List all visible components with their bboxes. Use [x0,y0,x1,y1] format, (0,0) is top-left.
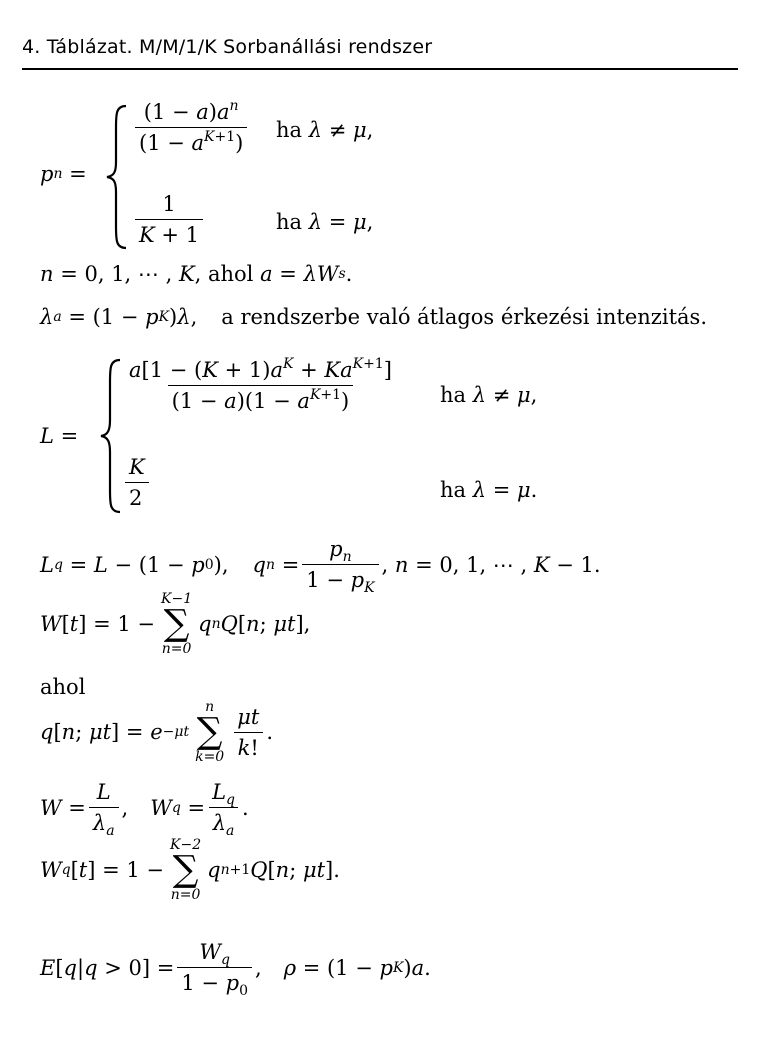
pn-case-2 [132,192,206,247]
Wqt-sum [170,838,201,902]
q-denominator: k! [234,732,263,760]
Wq-numerator: $L_q$ [212,780,235,808]
pn-case1-numerator: $(1 - a)a^n$ [143,98,239,124]
L-lhs: L = [40,424,79,448]
Wt-line: W [ t ] = 1 − K−1 ∑ n=0 q n Q [ n ; μt ], [40,591,311,657]
L-case2-fraction [125,455,149,510]
header-rule [22,68,738,70]
pn-case-1 [132,100,250,155]
L-brace [98,358,124,514]
Wq-denominator: $\lambda_a$ [209,807,239,835]
q-sum-upper: n [205,699,215,715]
q-line: q [ n ; μt ] = e −μt n ∑ k=0 $\frac{\mu t}{k!}$ . [40,699,273,765]
pn-brace [104,104,130,250]
L-case1-numerator: $a[1 - (K + 1)a^K + Ka^{K+1}]$ [129,356,392,382]
pn-case2-numerator: 1 [162,192,176,216]
ahol-text: ahol [40,675,86,699]
Wqt-sum-lower: n=0 [170,887,201,903]
L-case-2 [122,455,152,510]
qn-denominator: $1 - p_K$ [302,564,378,592]
W-denominator: $\lambda_a$ [89,807,119,835]
Wqt-sum-upper: K−2 [170,837,202,853]
Lq-qn-line: L q = L − (1 − p 0 ), q n = $\frac{p_n}{1 - p_K}$ , n = 0, 1, ⋯ , K − 1. [40,537,601,596]
pn-case2-fraction [135,192,203,247]
lambda-a-line: λ a = (1 − p K ) λ , a rendszerbe való átlagos érkezési intenzitás. [40,305,707,329]
sigma-icon: ∑ [163,603,190,644]
qn-fraction [302,537,378,596]
qn-numerator: $p_n$ [329,537,352,565]
pn-case1-fraction [135,100,247,155]
Wt-sum-lower: n=0 [161,641,192,657]
pn-case2-denominator: K + 1 [135,219,203,247]
E-fraction [177,940,252,999]
pn-case1-condition: ha λ ≠ μ, [276,118,374,142]
Wq-fraction [208,780,239,839]
Wqt-line: W q [ t ] = 1 − K−2 ∑ n=0 q n+1 Q [ n ; μt ]. [40,837,340,903]
E-numerator: $W_q$ [199,940,230,968]
n-range-line: n = 0, 1, ⋯ , K , ahol a = λW s . [40,262,353,286]
L-case2-numerator: K [129,455,145,479]
L-case2-condition: ha λ = μ. [440,478,538,502]
W-numerator: L [96,780,111,804]
q-sum [195,700,224,764]
L-case1-denominator: $(1 - a)(1 - a^{K+1})$ [168,385,354,413]
q-sum-lower: k=0 [195,749,225,765]
W-Wq-line: W = $\frac{L}{\lambda_a}$ , W q = $\frac{L_q}{\lambda_a}$ . [40,780,249,839]
sigma-icon: ∑ [196,711,223,752]
q-fraction [233,705,263,760]
L-case1-condition: ha λ ≠ μ, [440,383,538,407]
pn-case1-denominator: $(1 - a^{K+1})$ [135,127,247,155]
E-denominator: $1 - p_0$ [177,967,252,995]
Wt-sum [161,592,192,656]
E-rho-line: E [ q | q > 0] = $\frac{W_q}{1 - p_0}$ , ρ = (1 − p K ) a . [40,940,431,999]
lambda-a-description: a rendszerbe való átlagos érkezési intenzitás. [221,305,707,329]
L-case1-fraction [125,358,396,413]
q-numerator: μt [237,704,260,729]
L-case-1 [122,358,399,413]
table-title: 4. Táblázat. M/M/1/K Sorbanállási rendszer [22,36,433,58]
Wt-sum-upper: K−1 [161,591,193,607]
pn-lhs: p n = [40,162,87,186]
sigma-icon: ∑ [172,849,199,890]
L-case2-denominator: 2 [125,482,149,510]
W-fraction [89,780,119,839]
pn-case2-condition: ha λ = μ, [276,210,374,234]
